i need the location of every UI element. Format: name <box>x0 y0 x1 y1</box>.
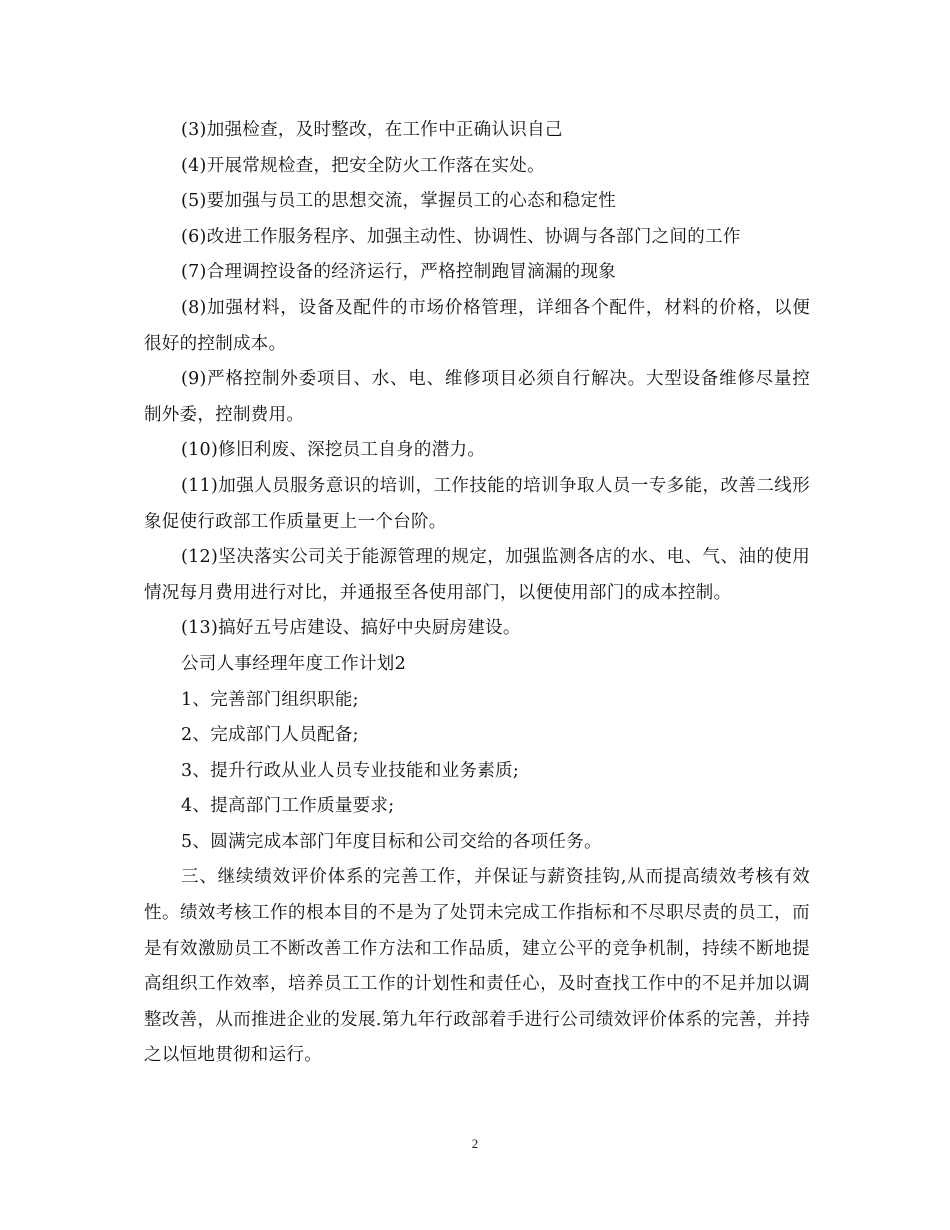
document-body <box>144 113 810 1074</box>
paragraph-item-13: (13)搞好五号店建设、搞好中央厨房建设。 <box>181 618 521 639</box>
paragraph-item-8: (8)加强材料，设备及配件的市场价格管理，详细各个配件，材料的价格，以便很好的控制成本。 <box>144 297 810 354</box>
paragraph-item-9: (9)严格控制外委项目、水、电、维修项目必须自行解决。大型设备维修尽量控制外委，控制费用。 <box>144 369 810 425</box>
goal-item-3: 3、提升行政从业人员专业技能和业务素质; <box>181 760 520 781</box>
paragraph-item-4: (4)开展常规检查，把安全防火工作落在实处。 <box>181 155 545 176</box>
goal-item-1: 1、完善部门组织职能; <box>181 689 359 710</box>
paragraph-item-10: (10)修旧利废、深挖员工自身的潜力。 <box>181 440 486 461</box>
goal-item-4: 4、提高部门工作质量要求; <box>181 796 395 817</box>
paragraph-item-6: (6)改进工作服务程序、加强主动性、协调性、协调与各部门之间的工作 <box>181 226 741 247</box>
paragraph-item-7: (7)合理调控设备的经济运行，严格控制跑冒滴漏的现象 <box>181 262 617 283</box>
paragraph-item-5: (5)要加强与员工的思想交流，掌握员工的心态和稳定性 <box>181 191 617 212</box>
paragraph-item-11: (11)加强人员服务意识的培训，工作技能的培训争取人员一专多能，改善二线形象促使行政部工作质量更上一个台阶。 <box>144 475 810 532</box>
paragraph-item-3: (3)加强检查，及时整改，在工作中正确认识自己 <box>181 120 563 140</box>
paragraph-item-12: (12)坚决落实公司关于能源管理的规定，加强监测各店的水、电、气、油的使用情况每月费用进行对比，并通报至各使用部门，以便使用部门的成本控制。 <box>144 547 810 603</box>
page-number: 2 <box>471 1136 479 1151</box>
goal-item-2: 2、完成部门人员配备; <box>181 725 359 746</box>
section-heading: 公司人事经理年度工作计划2 <box>181 653 407 674</box>
goal-item-5: 5、圆满完成本部门年度目标和公司交给的各项任务。 <box>181 831 602 852</box>
performance-paragraph: 三、继续绩效评价体系的完善工作，并保证与薪资挂钩,从而提高绩效考核有效性。绩效考核工作的根本目的不是为了处罚未完成工作指标和不尽职尽责的员工，而是有效激励员工不断改善工作方法和工作品质，建立公平的竞争机制，持续不断地提高组织工作效率，培养员工工作的计划性和责任心，及时查找工作中的不足并加以调整改善，从而推进企业的发展.第九年行政部着手进行公司绩效评价体系的完善，并持之以恒地贯彻和运行。 <box>144 867 810 1066</box>
